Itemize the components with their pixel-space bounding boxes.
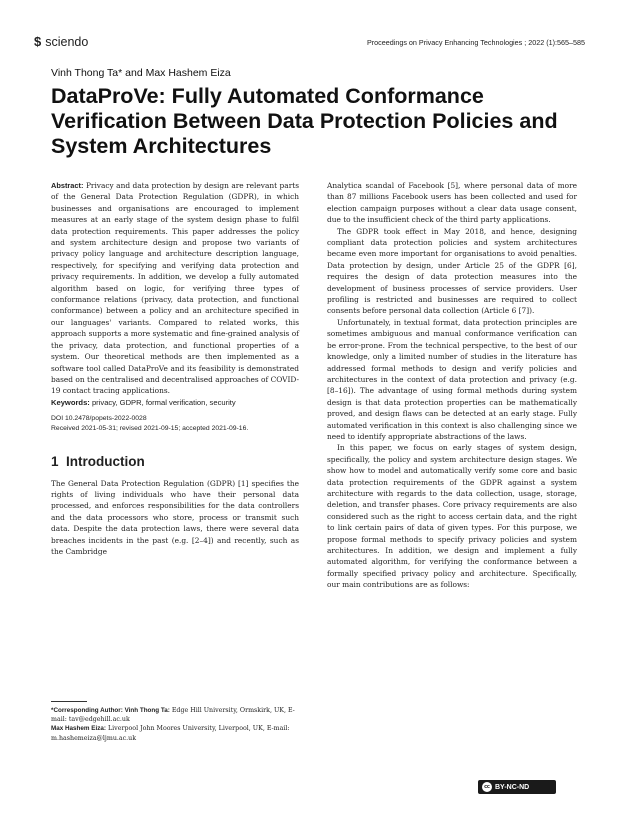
creative-commons-icon: cc xyxy=(482,782,492,792)
footnote-rule xyxy=(51,701,87,702)
keywords-text: privacy, GDPR, formal verification, security xyxy=(91,397,236,407)
sciendo-logo-icon: $ xyxy=(34,34,42,49)
publisher-logo xyxy=(34,34,88,49)
footnote-label: *Corresponding Author: Vinh Thong Ta: xyxy=(51,707,170,714)
right-column xyxy=(327,180,577,591)
license-text: BY-NC-ND xyxy=(495,783,530,791)
cc-license-badge[interactable] xyxy=(478,780,556,794)
keywords xyxy=(51,397,299,408)
body-paragraph: In this paper, we focus on early stages of system design, specifically, the policy and system architecture design stages. We show how to model and automatically verify some core and basic data protection requirements of the GDPR against a system architecture with regards to the data collection, usage, storage, deletion, and transfer phases. Core privacy requirements are also considered such as the right to access certain data, and the right to link certain pairs of data of given types. For this purpose, we propose formal methods to specify privacy policies and system architectures. In addition, we design and implement a fully automated algorithm, for verifying the conformance between a formally specified privacy policy and architecture. Specifically, our main contributions are as follows: xyxy=(327,443,577,590)
author-line: Vinh Thong Ta* and Max Hashem Eiza xyxy=(51,67,231,79)
doi: DOI 10.2478/popets-2022-0028 xyxy=(51,415,147,423)
abstract-label: Abstract: xyxy=(51,181,84,190)
footnotes xyxy=(51,706,299,743)
publisher-name: sciendo xyxy=(45,34,89,49)
footnote-label: Max Hashem Eiza: xyxy=(51,725,106,733)
section-heading xyxy=(51,454,299,470)
body-paragraph: Analytica scandal of Facebook [5], where personal data of more than 87 millions Facebook users has been collected and used for election campaign purposes without a clear data usage consent, due to the insufficient check of the third party applications. xyxy=(327,181,577,225)
body-paragraph: The GDPR took effect in May 2018, and hence, designing compliant data protection policies and system architectures became even more important for organisations to avoid penalties. Data protection by design, under Article 25 of the GDPR [6], requires the design of data protection measures into the development of business processes of service providers. User profiling is restricted and businesses are required to collect consents before personal data collection (Article 6 [7]). xyxy=(327,226,577,316)
keywords-label: Keywords: xyxy=(51,397,90,407)
abstract xyxy=(51,180,299,397)
journal-header: Proceedings on Privacy Enhancing Technologies ; 2022 (1):565–585 xyxy=(366,38,585,47)
footnote-text: Edge Hill University, Ormskirk, UK, E-mail: tav@edgehill.ac.uk xyxy=(51,707,295,724)
left-column xyxy=(51,180,299,557)
paper-title: DataProVe: Fully Automated Conformance Verification Between Data Protection Policies and System Architectures xyxy=(51,84,558,158)
abstract-text: Privacy and data protection by design are relevant parts of the General Data Protection Regulation (GDPR), in which businesses and organisations are encouraged to implement measures at an early stage of the system design phase to fulfil data protection requirements. This paper addresses the policy and system architecture design and propose two variants of privacy policy language and architecture description language, respectively, for specifying and verifying data protection and privacy requirements. In addition, we develop a fully automated algorithm based on logic, for verifying three types of conformance relations (privacy, data protection, and functional conformance) between a policy and an architecture specified in our languages' variants. Compared to related works, this approach supports a more systematic and fine-grained analysis of the privacy, data protection, and functional properties of a system. Our theoretical methods are then implemented as a software tool called DataProVe and its feasibility is demonstrated based on the centralised and decentralised approaches of COVID-19 contact tracing applications. xyxy=(51,181,299,396)
section-number: 1 xyxy=(51,454,59,470)
section-title: Introduction xyxy=(66,454,145,470)
body-paragraph: Unfortunately, in textual format, data protection principles are sometimes ambiguous and manual conformance verification can be error-prone. From the technical perspective, to the best of our knowledge, only a limited number of studies in the literature has addressed formal methods to design and verify policies and architectures in the context of data protection and privacy (e.g. [8–16]). The advantage of using formal methods during system design is that data protection properties can be mathematically proved, and design flaws can be detected at an early stage. Fully automated verification in this context is also challenging since we need to identify appropriate abstractions of the laws. xyxy=(327,317,577,441)
intro-paragraph: The General Data Protection Regulation (GDPR) [1] specifies the rights of living individuals who have their personal data processed, and enforces responsibilities for the data controllers and the data processors who store, process or transmit such data. Despite the data protection laws, there were several data breaches incidents in the past (e.g. [2–4]) and recently, such as the Cambridge xyxy=(51,478,299,556)
footnote-coauthor xyxy=(51,724,299,742)
footnote-text: Liverpool John Moores University, Liverpool, UK, E-mail: m.hashemeiza@ljmu.ac.uk xyxy=(51,725,290,742)
footnote-corresponding xyxy=(51,706,299,724)
doi-block xyxy=(51,414,299,434)
received-dates: Received 2021-05-31; revised 2021-09-15; accepted 2021-09-16. xyxy=(51,425,249,433)
